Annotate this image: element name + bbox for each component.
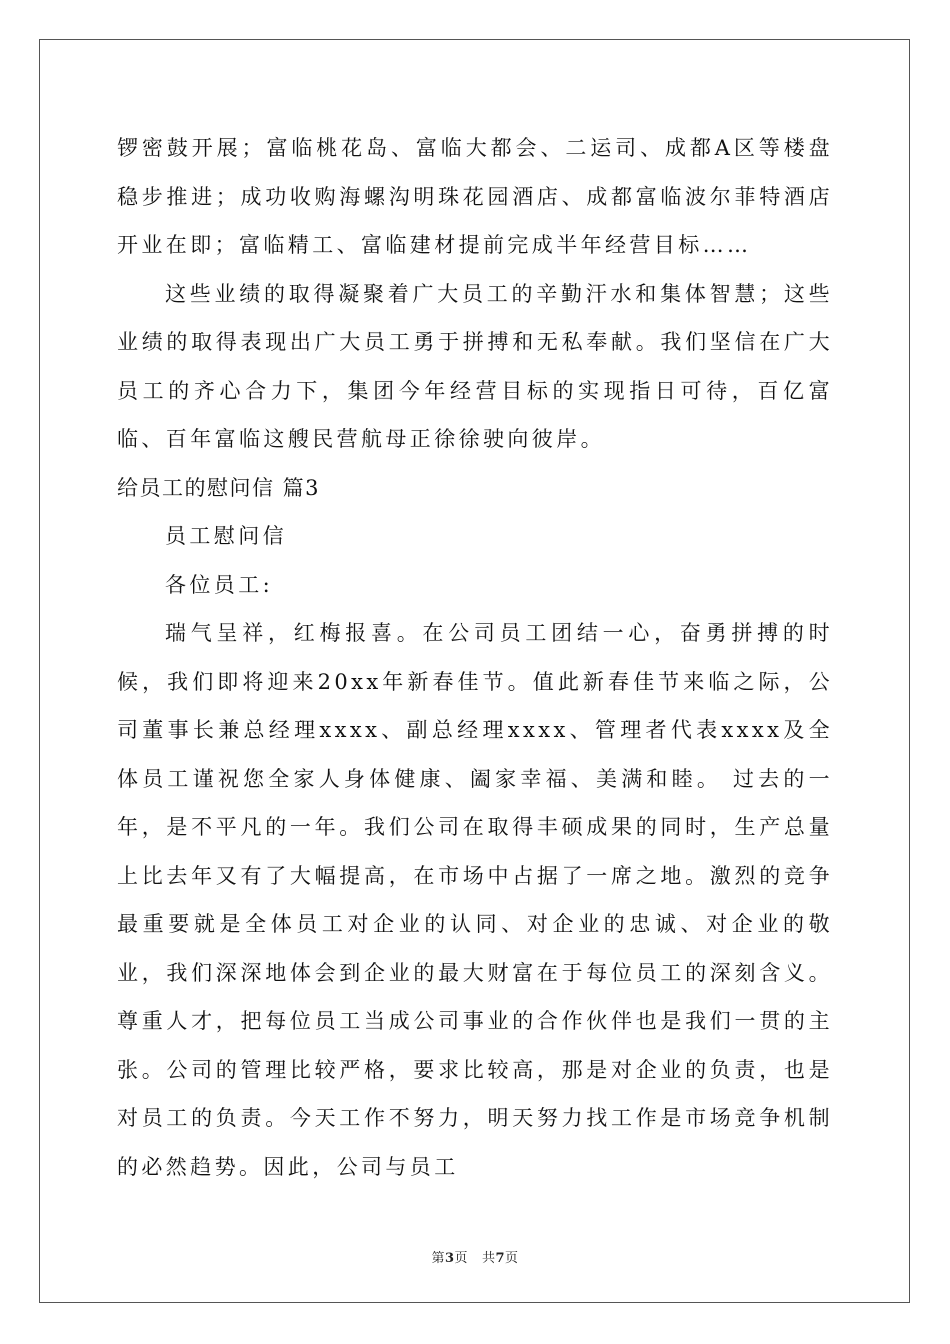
page-footer [0,1247,950,1266]
footer-total-suffix: 页 [505,1251,519,1266]
letter-body: 瑞气呈祥，红梅报喜。在公司员工团结一心，奋勇拼搏的时候，我们即将迎来20xx年新春佳节。值此新春佳节来临之际，公司董事长兼总经理xxxx、副总经理xxxx、管理者代表xxxx及全体员工谨祝您全家人身体健康、阖家幸福、美满和睦。 过去的一年，是不平凡的一年。我们公司在取得丰硕成果的同时，生产总量上比去年又有了大幅提高，在市场中占据了一席之地。激烈的竞争最重要就是全体员工对企业的认同、对企业的忠诚、对企业的敬业，我们深深地体会到企业的最大财富在于每位员工的深刻含义。尊重人才，把每位员工当成公司事业的合作伙伴也是我们一贯的主张。公司的管理比较严格，要求比较高，那是对企业的负责，也是对员工的负责。今天工作不努力，明天努力找工作是市场竞争机制的必然趋势。因此，公司与员工 [117,621,833,1179]
footer-total-prefix: 共 [481,1251,496,1266]
footer-page-suffix: 页 [454,1251,469,1266]
paragraph-continued: 锣密鼓开展；富临桃花岛、富临大都会、二运司、成都A区等楼盘稳步推进；成功收购海螺沟明珠花园酒店、成都富临波尔菲特酒店开业在即；富临精工、富临建材提前完成半年经营目标…… [117,136,833,257]
footer-total-pages: 7 [495,1251,506,1266]
footer-page-number: 3 [444,1251,455,1266]
footer-page-prefix: 第 [431,1251,445,1266]
letter-title: 员工慰问信 [165,524,287,548]
section-heading: 给员工的慰问信 篇3 [117,475,321,500]
letter-salutation: 各位员工: [165,572,274,597]
paragraph-achievements: 这些业绩的取得凝聚着广大员工的辛勤汗水和集体智慧；这些业绩的取得表现出广大员工勇于拼搏和无私奉献。我们坚信在广大员工的齐心合力下，集团今年经营目标的实现指日可待，百亿富临、百年富临这艘民营航母正徐徐驶向彼岸。 [117,281,833,451]
document-body [117,124,833,1191]
